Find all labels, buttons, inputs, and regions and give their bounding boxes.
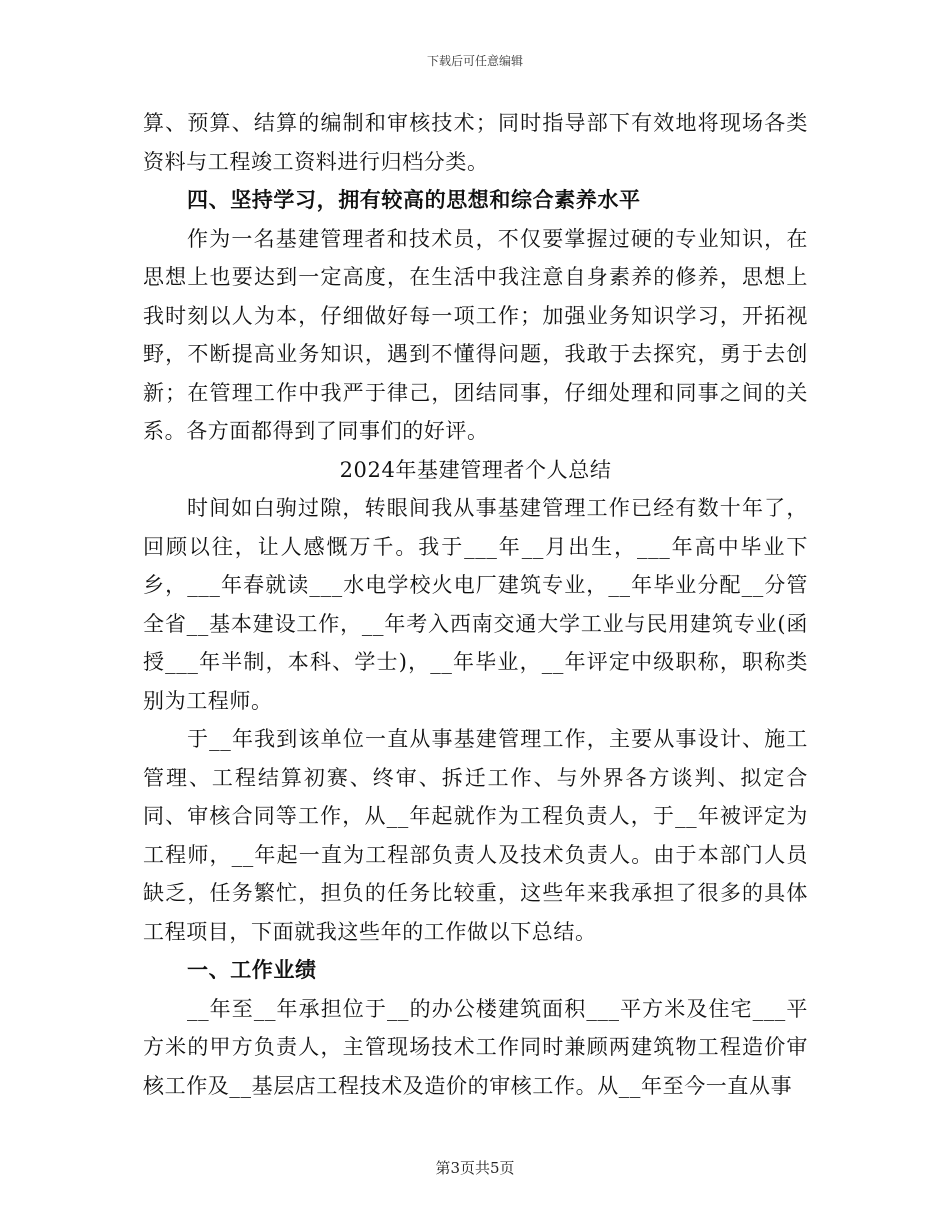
page-header: 下载后可任意编辑 bbox=[426, 54, 523, 68]
paragraph-career: 于__年我到该单位一直从事基建管理工作，主要从事设计、施工管理、工程结算初赛、终审、拆迁工作、与外界各方谈判、拟定合同、审核合同等工作，从__年起就作为工程负责人，于__年被评定为工程师，__年起一直为工程部负责人及技术负责人。由于本部门人员缺乏，任务繁忙，担负的任务比较重，这些年来我承担了很多的具体工程项目，下面就我这些年的工作做以下总结。 bbox=[143, 727, 808, 944]
document-body bbox=[143, 104, 808, 1105]
section-heading-four: 四、坚持学习，拥有较高的思想和综合素养水平 bbox=[187, 187, 641, 212]
paragraph-continuation: 算、预算、结算的编制和审核技术；同时指导部下有效地将现场各类资料与工程竣工资料进行归档分类。 bbox=[143, 111, 808, 174]
paragraph-achievements: __年至__年承担位于__的办公楼建筑面积___平方米及住宅___平方米的甲方负责人，主管现场技术工作同时兼顾两建筑物工程造价审核工作及__基层店工程技术及造价的审核工作。从__年至今一直从事 bbox=[143, 996, 808, 1098]
paragraph-study: 作为一名基建管理者和技术员，不仅要掌握过硬的专业知识，在思想上也要达到一定高度，在生活中我注意自身素养的修养，思想上我时刻以人为本，仔细做好每一项工作；加强业务知识学习，开拓视野，不断提高业务知识，遇到不懂得问题，我敢于去探究，勇于去创新；在管理工作中我严于律己，团结同事，仔细处理和同事之间的关系。各方面都得到了同事们的好评。 bbox=[143, 226, 808, 443]
page-footer: 第3页共5页 bbox=[435, 1159, 515, 1177]
paragraph-intro: 时间如白驹过隙，转眼间我从事基建管理工作已经有数十年了，回顾以往，让人感慨万千。我于___年__月出生，___年高中毕业下乡，___年春就读___水电学校火电厂建筑专业，__年毕业分配__分管全省__基本建设工作，__年考入西南交通大学工业与民用建筑专业(函授___年半制，本科、学士)，__年毕业，__年评定中级职称，职称类别为工程师。 bbox=[143, 496, 808, 713]
section-heading-one: 一、工作业绩 bbox=[187, 957, 317, 982]
document-title: 2024年基建管理者个人总结 bbox=[339, 457, 612, 482]
